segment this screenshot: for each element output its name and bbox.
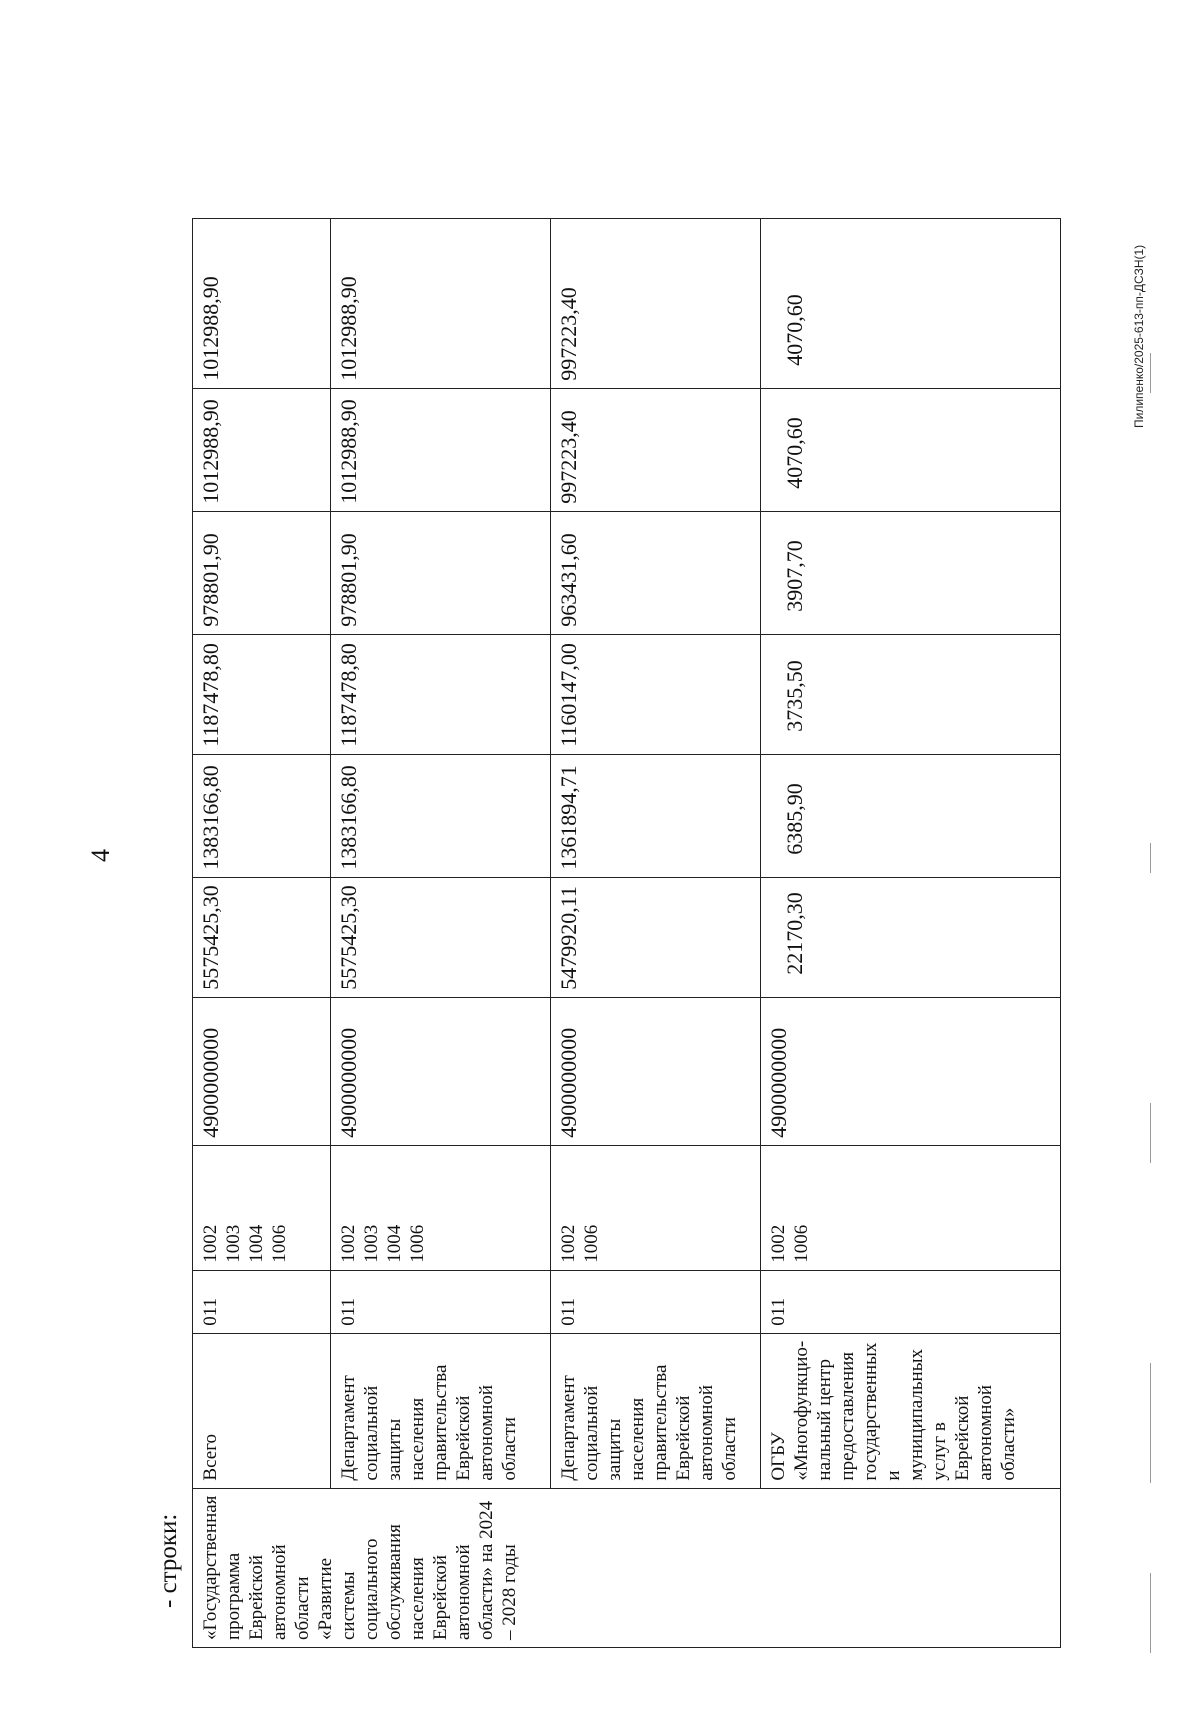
executor-cell: Департамент социальной защиты населения правительства Еврейской автономной области	[331, 1333, 551, 1488]
rz-code: 1002	[558, 1224, 579, 1263]
y2027-cell: 4070,60	[761, 388, 1061, 511]
rz-cell	[551, 1145, 761, 1270]
total-cell: 22170,30	[761, 877, 1061, 997]
y2026-cell: 978801,90	[331, 511, 551, 634]
rz-code: 1006	[581, 1224, 602, 1263]
scan-edge-line	[1150, 1573, 1151, 1653]
table-row	[551, 218, 761, 1647]
y2027-cell: 1012988,90	[331, 388, 551, 511]
scan-edge-line	[1150, 353, 1151, 393]
y2024-cell: 1361894,71	[551, 754, 761, 877]
executor-cell: ОГБУ «Многофункцио-нальный центр предоставления государственных и муниципальных услуг в Еврейской автономной области»	[761, 1333, 1061, 1488]
y2028-cell: 1012988,90	[193, 218, 331, 388]
y2028-cell: 1012988,90	[331, 218, 551, 388]
y2024-cell: 6385,90	[761, 754, 1061, 877]
rz-cell	[193, 1145, 331, 1270]
rz-code: 1004	[384, 1224, 405, 1263]
y2025-cell: 1160147,00	[551, 634, 761, 754]
y2026-cell: 963431,60	[551, 511, 761, 634]
page-number: 4	[86, 849, 115, 862]
rz-code: 1004	[246, 1224, 267, 1263]
table-row	[193, 218, 331, 1647]
executor-cell: Департамент социальной защиты населения правительства Еврейской автономной области	[551, 1333, 761, 1488]
csr-cell: 4900000000	[761, 997, 1061, 1145]
table-row	[331, 218, 551, 1647]
y2026-cell: 3907,70	[761, 511, 1061, 634]
total-cell: 5575425,30	[193, 877, 331, 997]
table-row	[761, 218, 1061, 1647]
footer-document-code: Пилипенко/2025-613-пп-ДСЗН(1)	[1132, 244, 1146, 428]
rz-code: 1006	[407, 1224, 428, 1263]
rz-code: 1006	[791, 1224, 812, 1263]
rz-code: 1002	[338, 1224, 359, 1263]
rz-code: 1002	[768, 1224, 789, 1263]
scan-edge-line	[1150, 1363, 1151, 1483]
rz-code: 1003	[361, 1224, 382, 1263]
grbs-cell: 011	[551, 1270, 761, 1333]
grbs-cell: 011	[193, 1270, 331, 1333]
rz-code: 1006	[269, 1224, 290, 1263]
scan-edge-line	[1150, 1103, 1151, 1163]
intro-text: - строки:	[155, 1513, 182, 1608]
grbs-cell: 011	[331, 1270, 551, 1333]
rz-code: 1002	[200, 1224, 221, 1263]
y2025-cell: 3735,50	[761, 634, 1061, 754]
y2024-cell: 1383166,80	[193, 754, 331, 877]
y2028-cell: 4070,60	[761, 218, 1061, 388]
y2024-cell: 1383166,80	[331, 754, 551, 877]
y2025-cell: 1187478,80	[331, 634, 551, 754]
executor-cell: Всего	[193, 1333, 331, 1488]
csr-cell: 4900000000	[193, 997, 331, 1145]
rz-cell	[761, 1145, 1061, 1270]
y2027-cell: 997223,40	[551, 388, 761, 511]
rz-code: 1003	[223, 1224, 244, 1263]
csr-cell: 4900000000	[551, 997, 761, 1145]
total-cell: 5479920,11	[551, 877, 761, 997]
y2028-cell: 997223,40	[551, 218, 761, 388]
program-title-cell: «Государственная программа Еврейской автономной области «Развитие системы социального обслуживания населения Еврейской автономной области» на 2024 – 2028 годы	[193, 1488, 1061, 1647]
scan-edge-line	[1150, 843, 1151, 873]
csr-cell: 4900000000	[331, 997, 551, 1145]
grbs-cell: 011	[761, 1270, 1061, 1333]
y2027-cell: 1012988,90	[193, 388, 331, 511]
y2026-cell: 978801,90	[193, 511, 331, 634]
rz-cell	[331, 1145, 551, 1270]
y2025-cell: 1187478,80	[193, 634, 331, 754]
total-cell: 5575425,30	[331, 877, 551, 997]
budget-table	[192, 218, 1061, 1648]
